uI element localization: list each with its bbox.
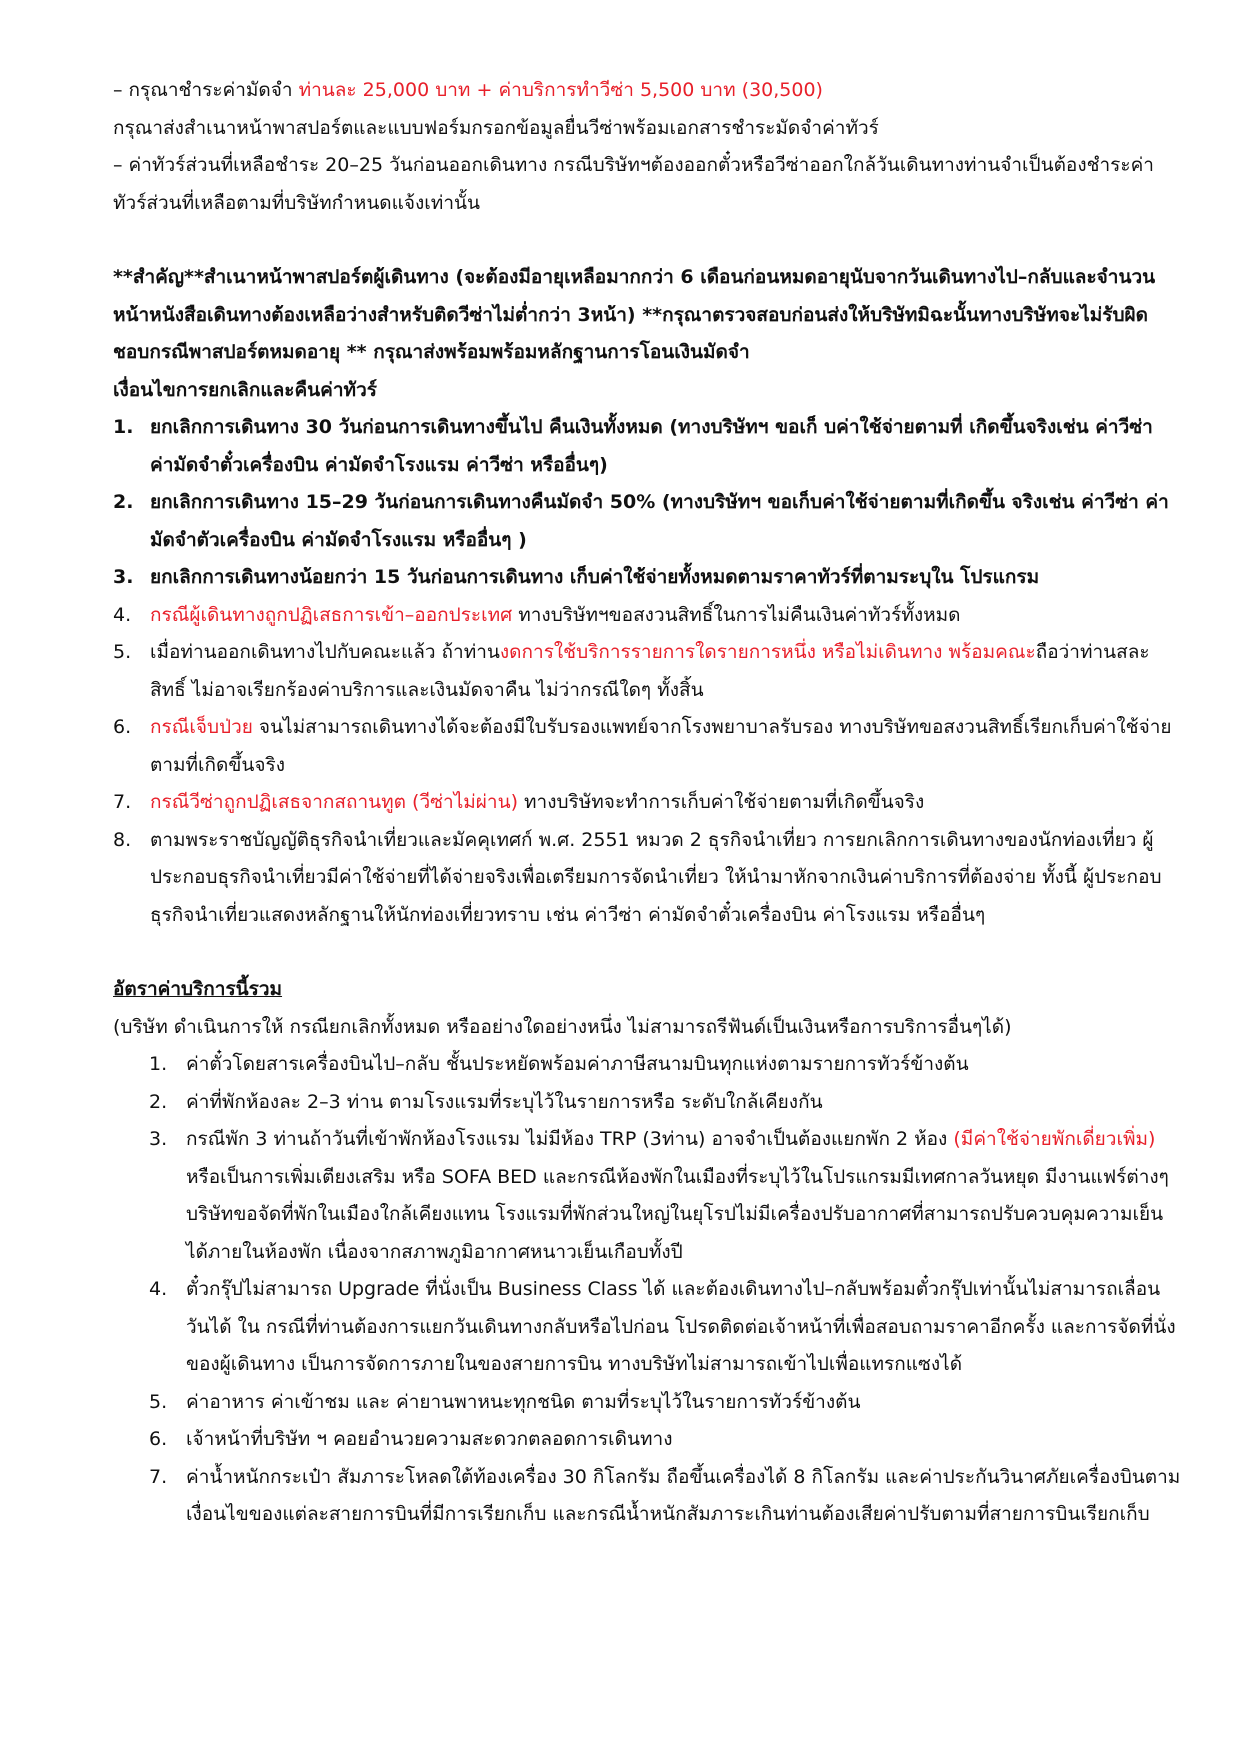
included-list: [149, 1046, 1181, 1534]
cancellation-heading: เงื่อนไขการยกเลิกและคืนค่าทัวร์: [113, 378, 377, 401]
list-item: 1. ค่าตั๋วโดยสารเครื่องบินไป–กลับ ชั้นประหยัดพร้อมค่าภาษีสนามบินทุกแห่งตามรายการทัวร์ข้างต้น: [149, 1053, 969, 1075]
deposit-line: – กรุณาชำระค่ามัดจำ ท่านละ 25,000 บาท + ค่าบริการทำวีซ่า 5,500 บาท (30,500): [113, 79, 823, 101]
list-item: 5. เมื่อท่านออกเดินทางไปกับคณะแล้ว ถ้าท่านงดการใช้บริการรายการใดรายการหนึ่ง หรือไม่เดินทาง พร้อมคณะถือว่าท่านสละสิทธิ์ ไม่อาจเรียกร้องค่าบริการและเงินมัดจาคืน ไม่ว่ากรณีใดๆ ทั้งสิ้น: [113, 641, 1150, 701]
list-item: 8. ตามพระราชบัญญัติธุรกิจนำเที่ยวและมัคคุเทศก์ พ.ศ. 2551 หมวด 2 ธุรกิจนำเที่ยว การยกเลิกการเดินทางของนักท่องเที่ยว ผู้ประกอบธุรกิจนำเที่ยวมีค่าใช้จ่ายที่ได้จ่ายจริงเพื่อเตรียมการจัดนำเที่ยว ให้นำมาหักจากเงินค่าบริการที่ต้องจ่าย ทั้งนี้ ผู้ประกอบธุรกิจนำเที่ยวแสดงหลักฐานให้นักท่องเที่ยวทราบ เช่น ค่าวีซ่า ค่ามัดจำตั๋วเครื่องบิน ค่าโรงแรม หรืออื่นๆ: [113, 828, 1162, 926]
list-item: 3. กรณีพัก 3 ท่านถ้าวันที่เข้าพักห้องโรงแรม ไม่มีห้อง TRP (3ท่าน) อาจจำเป็นต้องแยกพัก 2 ห้อง (มีค่าใช้จ่ายพักเดี่ยวเพิ่ม) หรือเป็นการเพิ่มเตียงเสริม หรือ SOFA BED และกรณีห้องพักในเมืองที่ระบุไว้ในโปรแกรมมีเทศกาลวันหยุด มีงานแฟร์ต่างๆ บริษัทขอจัดที่พักในเมืองใกล้เคียงแทน โรงแรมที่พักส่วนใหญ่ในยุโรปไม่มีเครื่องปรับอากาศที่สามารถปรับควบคุมความเย็นได้ภายในห้องพัก เนื่องจากสภาพภูมิอากาศหนาวเย็นเกือบทั้งปี: [149, 1128, 1169, 1263]
cancellation-list: [113, 409, 1181, 934]
included-note: (บริษัท ดำเนินการให้ กรณียกเลิกทั้งหมด หรืออย่างใดอย่างหนึ่ง ไม่สามารถรีฟันด์เป็นเงินหรือการบริการอื่นๆได้): [113, 1015, 1012, 1038]
spacer: [113, 222, 1181, 259]
important-note: **สำคัญ**สำเนาหน้าพาสปอร์ตผู้เดินทาง (จะต้องมีอายุเหลือมากกว่า 6 เดือนก่อนหมดอายุนับจากวันเดินทางไป–กลับและจำนวนหน้าหนังสือเดินทางต้องเหลือว่างสำหรับติดวีซ่าไม่ต่ำกว่า 3หน้า) **กรุณาตรวจสอบก่อนส่งให้บริษัทมิฉะนั้นทางบริษัทจะไม่รับผิดชอบกรณีพาสปอร์ตหมดอายุ ** กรุณาส่งพร้อมพร้อมหลักฐานการโอนเงินมัดจำ: [113, 266, 1156, 363]
send-docs-line: กรุณาส่งสำเนาหน้าพาสปอร์ตและแบบฟอร์มกรอกข้อมูลยื่นวีซ่าพร้อมเอกสารชำระมัดจำค่าทัวร์: [113, 116, 879, 139]
list-item: 2. ยกเลิกการเดินทาง 15–29 วันก่อนการเดินทางคืนมัดจำ 50% (ทางบริษัทฯ ขอเก็บค่าใช้จ่ายตามที่เกิดขึ้น จริงเช่น ค่าวีซ่า ค่ามัดจำตัวเครื่องบิน ค่ามัดจำโรงแรม หรืออื่นๆ ): [113, 491, 1169, 551]
deposit-amount: ท่านละ 25,000 บาท + ค่าบริการทำวีซ่า 5,500 บาท (30,500): [298, 79, 823, 101]
list-item: 4. กรณีผู้เดินทางถูกปฏิเสธการเข้า–ออกประเทศ ทางบริษัทฯขอสงวนสิทธิ์ในการไม่คืนเงินค่าทัวร์ทั้งหมด: [113, 603, 961, 626]
list-item: 5. ค่าอาหาร ค่าเข้าชม และ ค่ายานพาหนะทุกชนิด ตามที่ระบุไว้ในรายการทัวร์ข้างต้น: [149, 1390, 861, 1413]
balance-line: – ค่าทัวร์ส่วนที่เหลือชำระ 20–25 วันก่อนออกเดินทาง กรณีบริษัทฯต้องออกตั๋วหรือวีซ่าออกใกล้วันเดินทางท่านจำเป็นต้องชำระค่าทัวร์ส่วนที่เหลือตามที่บริษัทกำหนดแจ้งเท่านั้น: [113, 154, 1154, 214]
included-heading: อัตราค่าบริการนี้รวม: [113, 978, 283, 1000]
list-item: 1. ยกเลิกการเดินทาง 30 วันก่อนการเดินทางขึ้นไป คืนเงินทั้งหมด (ทางบริษัทฯ ขอเก็ บค่าใช้จ่ายตามที่ เกิดขึ้นจริงเช่น ค่าวีซ่า ค่ามัดจำตั๋วเครื่องบิน ค่ามัดจำโรงแรม ค่าวีซ่า หรืออื่นๆ): [113, 416, 1153, 476]
list-item: 7. ค่าน้ำหนักกระเป๋า สัมภาระโหลดใต้ท้องเครื่อง 30 กิโลกรัม ถือขึ้นเครื่องได้ 8 กิโลกรัม และค่าประกันวินาศภัยเครื่องบินตามเงื่อนไขของแต่ละสายการบินที่มีการเรียกเก็บ และกรณีน้ำหนักสัมภาระเกินท่านต้องเสียค่าปรับตามที่สายการบินเรียกเก็บ: [149, 1465, 1181, 1525]
list-item: 6. เจ้าหน้าที่บริษัท ฯ คอยอำนวยความสะดวกตลอดการเดินทาง: [149, 1428, 673, 1450]
list-item: 2. ค่าที่พักห้องละ 2–3 ท่าน ตามโรงแรมที่ระบุไว้ในรายการหรือ ระดับใกล้เคียงกัน: [149, 1090, 823, 1113]
list-item: 3. ยกเลิกการเดินทางน้อยกว่า 15 วันก่อนการเดินทาง เก็บค่าใช้จ่ายทั้งหมดตามราคาทัวร์ที่ตามระบุใน โปรแกรม: [113, 566, 1040, 588]
list-item: 7. กรณีวีซ่าถูกปฏิเสธจากสถานทูต (วีซ่าไม่ผ่าน) ทางบริษัทจะทำการเก็บค่าใช้จ่ายตามที่เกิดขึ้นจริง: [113, 791, 925, 813]
list-item: 4. ตั๋วกรุ๊ปไม่สามารถ Upgrade ที่นั่งเป็น Business Class ได้ และต้องเดินทางไป–กลับพร้อมตั๋วกรุ๊ปเท่านั้นไม่สามารถเลื่อนวันได้ ใน กรณีที่ท่านต้องการแยกวันเดินทางกลับหรือไปก่อน โปรดติดต่อเจ้าหน้าที่เพื่อสอบถามราคาอีกครั้ง และการจัดที่นั่งของผู้เดินทาง เป็นการจัดการภายในของสายการบิน ทางบริษัทไม่สามารถเข้าไปเพื่อแทรกแซงได้: [149, 1278, 1176, 1375]
list-item: 6. กรณีเจ็บป่วย จนไม่สามารถเดินทางได้จะต้องมีใบรับรองแพทย์จากโรงพยาบาลรับรอง ทางบริษัทขอสงวนสิทธิ์เรียกเก็บค่าใช้จ่ายตามที่เกิดขึ้นจริง: [113, 716, 1172, 776]
spacer: [113, 934, 1181, 971]
